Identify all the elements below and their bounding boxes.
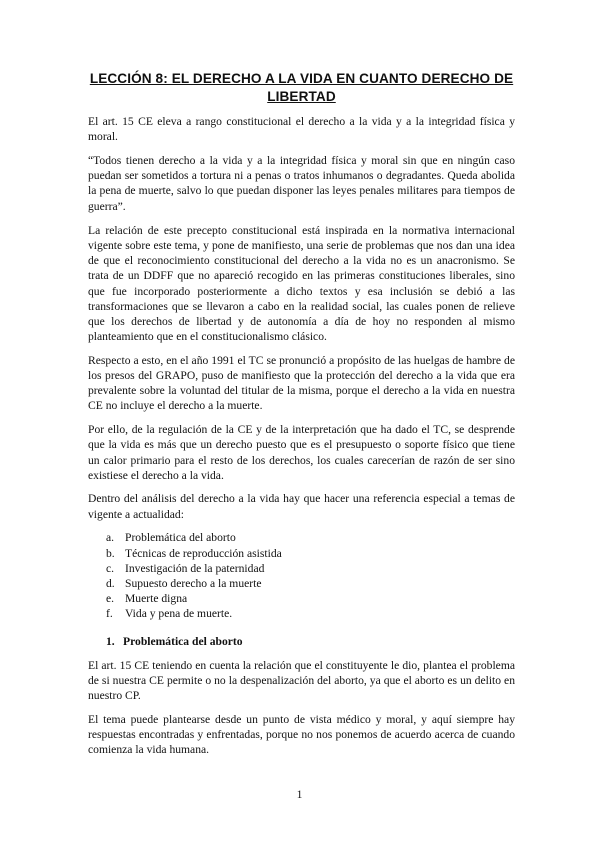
list-marker: d. bbox=[106, 576, 115, 590]
list-item bbox=[106, 561, 515, 576]
body-paragraph-5: El art. 15 CE teniendo en cuenta la relación que el constituyente le dio, plantea el problema de si nuestra CE permite o no la despenalización del aborto, ya que el aborto es un delito en nuestro CP. bbox=[88, 658, 515, 703]
list-item-label: Supuesto derecho a la muerte bbox=[125, 576, 262, 590]
list-item-label: Investigación de la paternidad bbox=[125, 561, 265, 575]
list-item-label: Vida y pena de muerte. bbox=[125, 607, 233, 621]
section-number: 1. bbox=[106, 634, 115, 648]
page-content bbox=[88, 70, 515, 766]
list-marker: a. bbox=[106, 531, 115, 545]
list-item-label: Muerte digna bbox=[125, 592, 188, 606]
body-paragraph-1: La relación de este precepto constitucional está inspirada en la normativa internacional vigente sobre este tema, y pone de manifiesto, una serie de problemas que nos dan una idea de que el reconocimiento constitucional del derecho a la vida no es un anacronismo. Se trata de un DDFF que no apareció recogido en las primeras constituciones liberales, sino que fue incorporado posteriormente a dicho textos y esa inclusión se debió a las transformaciones que se llevaron a cabo en la realidad social, las cuales ponen de relieve que los derechos de libertad y de autonomía a día de hoy no responden al mismo planteamiento que en el constitucionalismo clásico. bbox=[88, 223, 515, 344]
list-marker: c. bbox=[106, 561, 115, 575]
list-item-label: Problemática del aborto bbox=[125, 531, 236, 545]
body-paragraph-3: Por ello, de la regulación de la CE y de la interpretación que ha dado el TC, se desprende que la vida es más que un derecho puesto que es el presupuesto o soporte físico que tiene un calor primario para el resto de los derechos, los cuales carecerían de razón de ser sino existiese el derecho a la vida. bbox=[88, 423, 515, 482]
list-item bbox=[106, 546, 515, 561]
list-item bbox=[106, 530, 515, 545]
list-marker: b. bbox=[106, 546, 115, 560]
intro-paragraph: El art. 15 CE eleva a rango constitucional el derecho a la vida y a la integridad física y moral. bbox=[88, 115, 515, 144]
list-item bbox=[106, 606, 515, 621]
body-paragraph-4: Dentro del análisis del derecho a la vida hay que hacer una referencia especial a temas de vigente a actualidad: bbox=[88, 492, 515, 521]
body-paragraph-2: Respecto a esto, en el año 1991 el TC se pronunció a propósito de las huelgas de hambre de los presos del GRAPO, puso de manifiesto que la protección del derecho a la vida que era prevalente sobre la voluntad del titular de la misma, porque el derecho a la vida en nuestra CE no incluye el derecho a la muerte. bbox=[88, 353, 515, 413]
topics-list bbox=[88, 530, 515, 621]
page-number: 1 bbox=[296, 788, 303, 801]
body-paragraph-6: El tema puede plantearse desde un punto de vista médico y moral, y aquí siempre hay respuestas encontradas y enfrentadas, porque no nos ponemos de acuerdo acerca de cuando comienza la vida humana. bbox=[88, 712, 515, 757]
list-item bbox=[106, 576, 515, 591]
list-item-label: Técnicas de reproducción asistida bbox=[125, 546, 282, 560]
section-heading bbox=[106, 634, 515, 649]
section-title: Problemática del aborto bbox=[123, 634, 243, 648]
constitution-quote: “Todos tienen derecho a la vida y a la integridad física y moral sin que en ningún caso puedan ser sometidos a tortura ni a penas o tratos inhumanos o degradantes. Queda abolida la pena de muerte, salvo lo que puedan disponer las leyes penales militares para tiempos de guerra”. bbox=[88, 153, 515, 213]
list-marker: e. bbox=[106, 592, 115, 606]
lesson-title: LECCIÓN 8: EL DERECHO A LA VIDA EN CUANTO DERECHO DE LIBERTAD bbox=[89, 71, 514, 104]
list-marker: f. bbox=[106, 607, 113, 621]
list-item bbox=[106, 591, 515, 606]
